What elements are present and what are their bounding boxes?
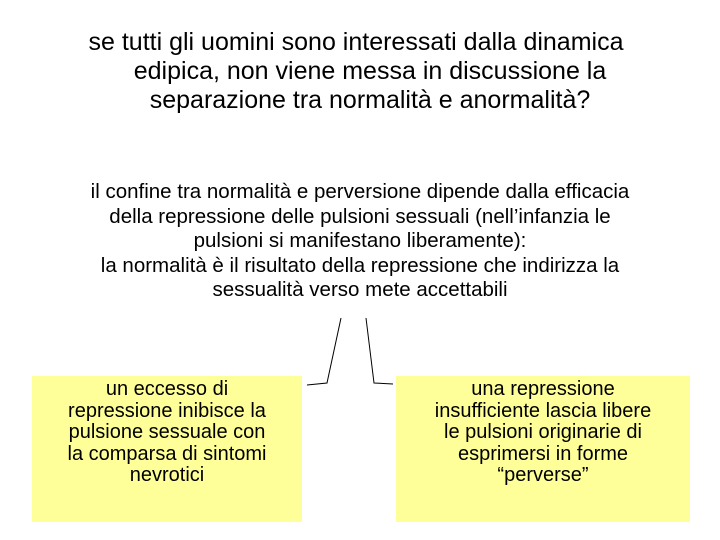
statement-line: sessualità verso mete accettabili xyxy=(212,278,508,301)
outcome-line: un eccesso di xyxy=(105,378,229,400)
question-line: separazione tra normalità e anormalità? xyxy=(149,86,591,114)
outcome-line: le pulsioni originarie di xyxy=(444,421,642,443)
outcome-line: esprimersi in forme xyxy=(457,442,629,465)
statement-line: della repressione delle pulsioni sessuali (nell’infanzia le xyxy=(109,204,611,228)
outcome-line: insufficiente lascia libere xyxy=(434,399,652,422)
question-line: edipica, non viene messa in discussione la xyxy=(133,57,607,85)
connector-right xyxy=(366,318,393,384)
outcome-line: “perverse” xyxy=(497,464,589,486)
statement-line: il confine tra normalità e perversione dipende dalla efficacia xyxy=(90,180,630,203)
connector-left xyxy=(307,318,341,385)
outcome-line: la comparsa di sintomi xyxy=(67,442,267,465)
statement-line: pulsioni si manifestano liberamente): xyxy=(193,229,527,252)
outcome-line: pulsione sessuale con xyxy=(68,421,266,443)
question-line: se tutti gli uomini sono interessati dalla dinamica xyxy=(88,28,624,56)
outcome-line: una repressione xyxy=(471,378,615,400)
statement-line: la normalità è il risultato della repressione che indirizza la xyxy=(100,253,620,277)
outcome-line: nevrotici xyxy=(129,464,205,486)
outcome-line: repressione inibisce la xyxy=(68,399,266,422)
outcome-box-insufficient xyxy=(396,376,690,522)
outcome-box-excess xyxy=(32,376,302,522)
